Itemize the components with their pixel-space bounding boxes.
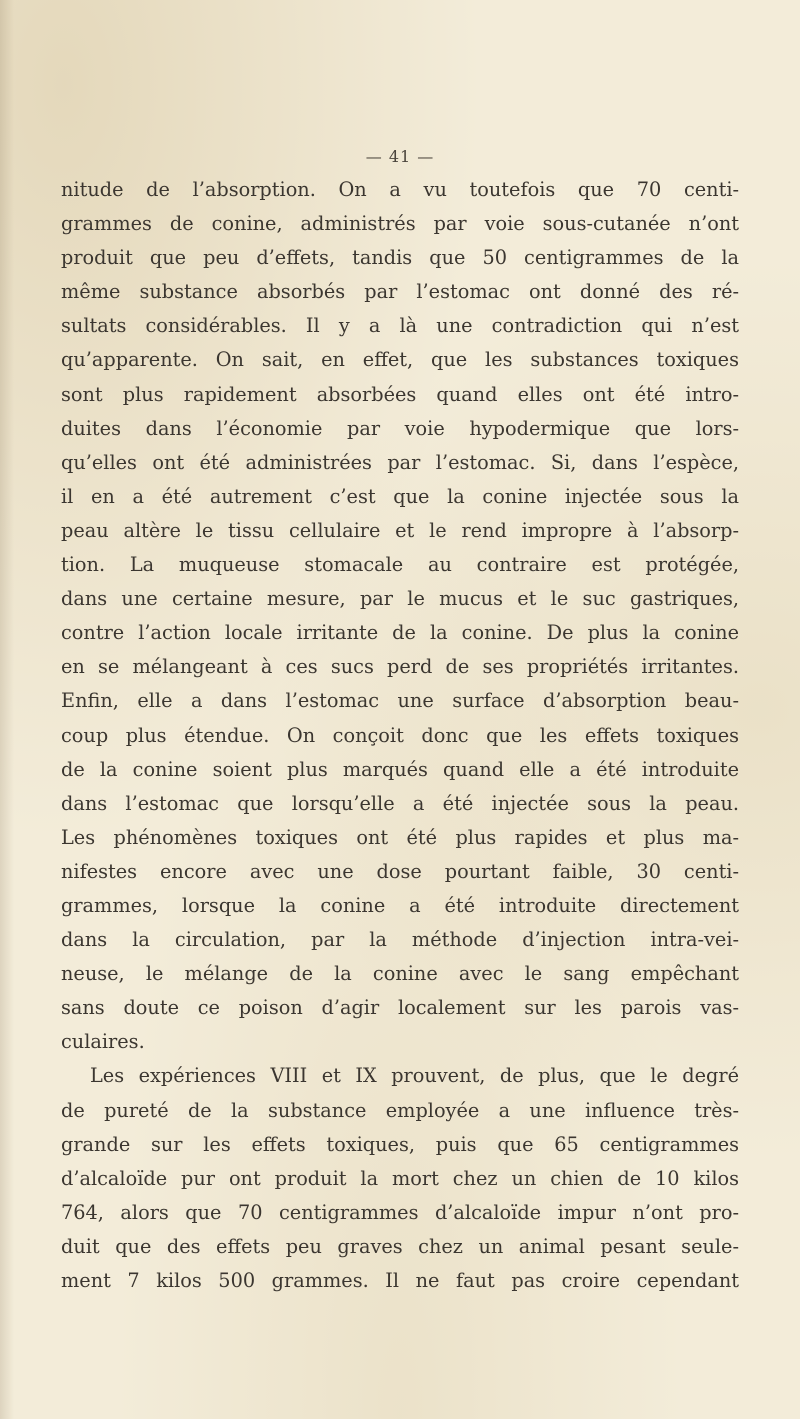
text-line: dans l’estomac que lorsqu’elle a été injectée sous la peau. [61, 791, 739, 815]
text-line: peau altère le tissu cellulaire et le rend impropre à l’absorp- [61, 518, 739, 542]
text-line: sultats considérables. Il y a là une contradiction qui n’est [61, 314, 739, 338]
text-line: tion. La muqueuse stomacale au contraire est protégée, [61, 553, 739, 577]
text-line: nifestes encore avec une dose pourtant faible, 30 centi- [61, 859, 739, 883]
text-line: d’alcaloïde pur ont produit la mort chez un chien de 10 kilos [61, 1166, 739, 1190]
text-line: qu’apparente. On sait, en effet, que les substances toxiques [61, 348, 739, 372]
page-number: — 41 — [365, 147, 435, 166]
text-line: nitude de l’absorption. On a vu toutefois que 70 centi- [61, 178, 739, 201]
text-line: Les phénomènes toxiques ont été plus rapides et plus ma- [61, 825, 739, 849]
text-line: sans doute ce poison d’agir localement sur les parois vas- [61, 996, 739, 1020]
text-line: 764, alors que 70 centigrammes d’alcaloïde impur n’ont pro- [61, 1200, 739, 1224]
text-line: neuse, le mélange de la conine avec le sang empêchant [61, 962, 739, 986]
text-line: de la conine soient plus marqués quand elle a été introduite [61, 757, 739, 781]
text-line: sont plus rapidement absorbées quand elles ont été intro- [61, 382, 739, 406]
text-line: contre l’action locale irritante de la conine. De plus la conine [61, 621, 739, 645]
text-line: produit que peu d’effets, tandis que 50 centigrammes de la [61, 246, 739, 270]
text-line: Les expériences VIII et IX prouvent, de plus, que le degré [90, 1064, 739, 1088]
text-line: dans la circulation, par la méthode d’injection intra-vei- [61, 928, 739, 952]
text-line: ment 7 kilos 500 grammes. Il ne faut pas croire cependant [61, 1269, 739, 1292]
page-edge-shadow [0, 0, 14, 1419]
text-line: de pureté de la substance employée a une influence très- [61, 1098, 739, 1122]
text-line: dans une certaine mesure, par le mucus et le suc gastriques, [61, 587, 739, 611]
text-line: grande sur les effets toxiques, puis que 65 centigrammes [61, 1132, 739, 1156]
text-line: en se mélangeant à ces sucs perd de ses propriétés irritantes. [61, 655, 739, 679]
text-line: coup plus étendue. On conçoit donc que les effets toxiques [61, 723, 739, 747]
text-line: duites dans l’économie par voie hypodermique que lors- [61, 416, 739, 440]
text-line: grammes, lorsque la conine a été introduite directement [61, 893, 739, 917]
text-line: Enfin, elle a dans l’estomac une surface d’absorption beau- [61, 689, 739, 713]
text-line: même substance absorbés par l’estomac ont donné des ré- [61, 280, 739, 304]
text-line: grammes de conine, administrés par voie sous-cutanée n’ont [61, 212, 739, 236]
text-line: duit que des effets peu graves chez un animal pesant seule- [61, 1234, 739, 1258]
text-line: culaires. [61, 1030, 145, 1054]
text-line: il en a été autrement c’est que la conine injectée sous la [61, 484, 739, 508]
body-text [61, 173, 739, 1298]
text-line: qu’elles ont été administrées par l’estomac. Si, dans l’espèce, [61, 450, 739, 474]
